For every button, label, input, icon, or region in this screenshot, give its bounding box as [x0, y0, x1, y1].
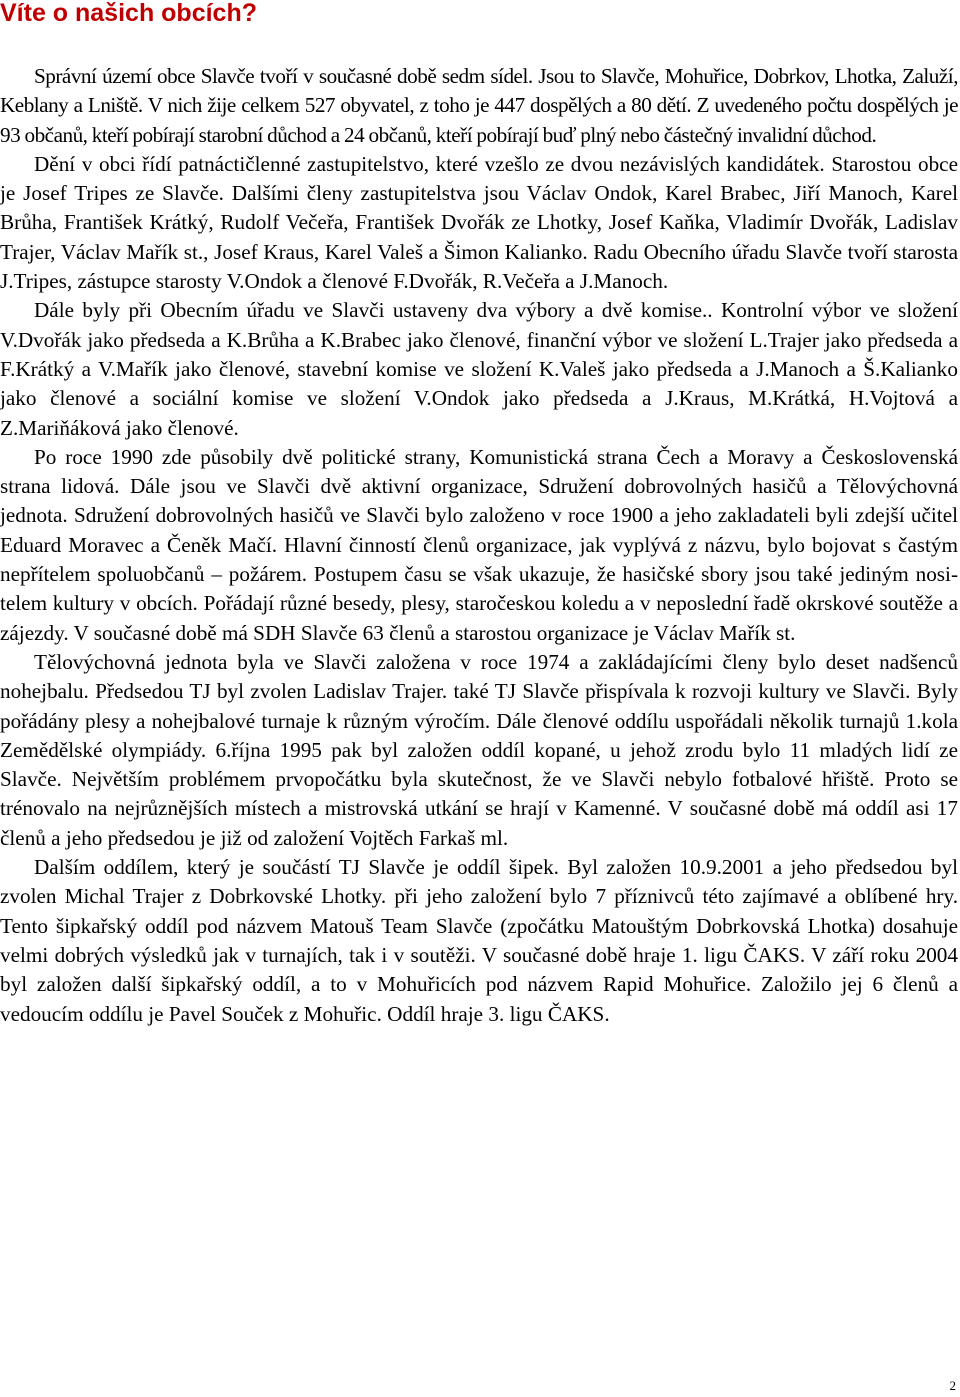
- paragraph-council: Dění v obci řídí patnáctičlenné zastupitelstvo, které vzešlo ze dvou nezávislých kandidátek. Starostou obce je Josef Tripes ze Slavče. Dalšími členy zastupitelstva jsou Václav Ondok, Karel Brabec, Jiří Manoch, Karel Brůha, František Krátký, Rudolf Večeřa, František Dvořák ze Lhotky, Josef Kaňka, Vladimír Dvořák, Ladislav Trajer, Václav Mařík st., Josef Kraus, Karel Valeš a Šimon Kalianko. Radu Obecního úřadu Slavče tvoří starosta J.Tripes, zástupce starosty V.Ondok a členové F.Dvořák, R.Večeřa a J.Manoch.: [0, 151, 958, 294]
- page-title: Víte o našich obcích?: [0, 0, 257, 27]
- paragraph-committees: Dále byly při Obecním úřadu ve Slavči ustaveny dva výbory a dvě komise.. Kontrolní výbor ve složení V.Dvořák jako předseda a K.Brůha a K.Brabec jako členové, finanční výbor ve složení L.Trajer jako předseda a F.Krátký a V.Mařík jako členové, stavební komise ve složení K.Valeš jako předseda a J.Manoch a Š.Kalianko jako členové a sociální komise ve složení V.Ondok jako předseda a J.Kraus, M.Krátká, H.Vojtová a Z.Mariňáková jako členové.: [0, 298, 958, 440]
- page-number: 2: [949, 1378, 956, 1393]
- paragraph-organizations: Po roce 1990 zde působily dvě politické strany, Komunistická strana Čech a Moravy a Československá strana lidová. Dále jsou ve Slavči dvě aktivní organizace, Sdružení dobrovolných hasičů a Tělovýchovná jednota. Sdružení dobrovolných hasičů ve Slavči bylo založeno v roce 1900 a jeho zakladateli byli zdejší učitel Eduard Moravec a Čeněk Mačí. Hlavní činností členů organizace, jak vyplývá z názvu, bylo bojovat s častým nepřítelem spoluobčanů – požárem. Postupem času se však ukazuje, že hasičské sbory jsou také jediným nositelem kultury v obcích. Pořádají různé besedy, plesy, staročeskou koledu a v neposlední řadě okrskové soutěže a zájezdy. V současné době má SDH Slavče 63 členů a starostou organizace je Václav Mařík st.: [0, 444, 958, 645]
- paragraph-darts-club: Dalším oddílem, který je součástí TJ Slavče je oddíl šipek. Byl založen 10.9.2001 a jeho předsedou byl zvolen Michal Trajer z Dobrkovské Lhotky. při jeho založení bylo 7 příznivců této zajímavé a oblíbené hry. Tento šipkařský oddíl pod názvem Matouš Team Slavče (zpočátku Matouštým Dobrkovská Lhotka) dosahuje velmi dobrých výsledků jak v turnajích, tak i v soutěži. V současné době hraje 1. ligu ČAKS. V září roku 2004 byl založen další šipkařský oddíl, a to v Mohuřicích pod názvem Rapid Mohuřice. Založilo jej 6 členů a vedoucím oddílu je Pavel Souček z Mohuřic. Oddíl hraje 3. ligu ČAKS.: [0, 855, 958, 1026]
- article-body: [0, 62, 958, 1029]
- paragraph-municipality: Správní území obce Slavče tvoří v současné době sedm sídel. Jsou to Slavče, Mohuřice, Dobrkov, Lhotka, Zaluží, Keblany a Lniště. V nich žije celkem 527 obyvatel, z toho je 447 dospělých a 80 dětí. Z uvedeného počtu dospělých je 93 občanů, kteří pobírají starobní důchod a 24 občanů, kteří pobírají buď plný nebo částečný invalidní důchod.: [0, 64, 958, 147]
- paragraph-sports-club: Tělovýchovná jednota byla ve Slavči založena v roce 1974 a zakládajícími členy bylo deset nadšenců nohejbalu. Předsedou TJ byl zvolen Ladislav Trajer. také TJ Slavče přispívala k rozvoji kultury ve Slavči. Byly pořádány plesy a nohejbalové turnaje k různým výročím. Dále členové oddílu uspořádali několik turnajů 1.kola Zemědělské olympiády. 6.října 1995 pak byl založen oddíl kopané, u jehož zrodu bylo 11 mladých lidí ze Slavče. Největším problémem prvopočátku byla skutečnost, že ve Slavči nebylo fotbalové hřiště. Proto se trénovalo na nejrůznějších místech a mistrovská utkání se hrají v Kamenné. V současné době má oddíl asi 17 členů a jeho předsedou je již od založení Vojtěch Farkaš ml.: [0, 649, 958, 850]
